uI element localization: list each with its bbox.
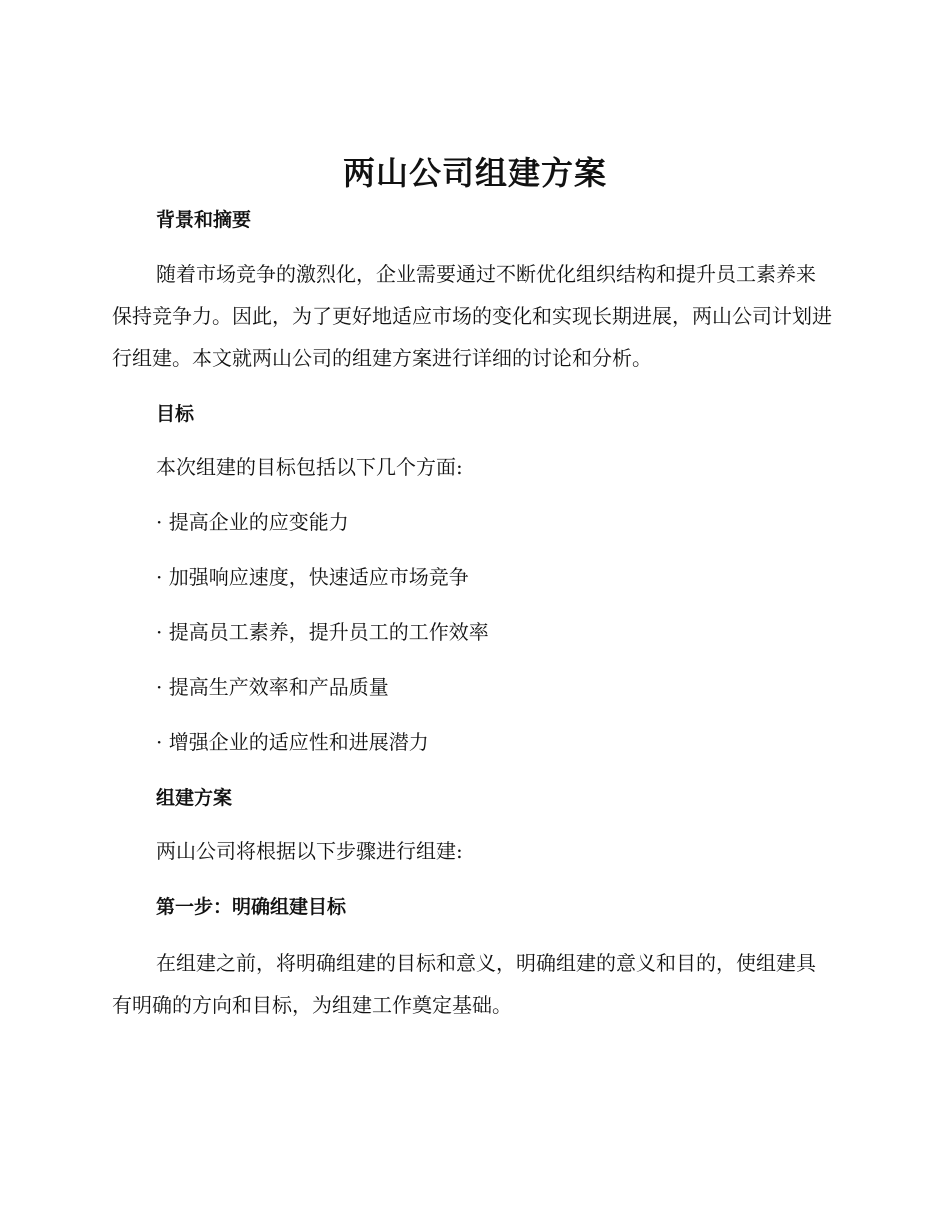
goals-intro: 本次组建的目标包括以下几个方面: xyxy=(156,455,463,479)
goal-list-item: · 提高员工素养，提升员工的工作效率 xyxy=(156,620,489,644)
goal-list-item: · 提高生产效率和产品质量 xyxy=(156,675,389,699)
goal-list-item: · 提高企业的应变能力 xyxy=(156,510,349,534)
step1-paragraph: 在组建之前，将明确组建的目标和意义，明确组建的意义和目的，使组建具有明确的方向和目标，为组建工作奠定基础。 xyxy=(112,951,816,1017)
document-title: 两山公司组建方案 xyxy=(342,154,607,192)
section-heading-goals: 目标 xyxy=(156,403,195,425)
section-heading-background: 背景和摘要 xyxy=(156,209,252,231)
background-paragraph: 随着市场竞争的激烈化，企业需要通过不断优化组织结构和提升员工素养来保持竞争力。因此，为了更好地适应市场的变化和实现长期进展，两山公司计划进行组建。本文就两山公司的组建方案进行详细的讨论和分析。 xyxy=(112,262,832,370)
goal-list-item: · 加强响应速度，快速适应市场竞争 xyxy=(156,565,469,589)
goal-list-item: · 增强企业的适应性和进展潜力 xyxy=(156,730,429,754)
step1-heading: 第一步：明确组建目标 xyxy=(156,896,347,918)
section-heading-plan: 组建方案 xyxy=(156,787,233,809)
plan-intro: 两山公司将根据以下步骤进行组建: xyxy=(156,839,463,863)
